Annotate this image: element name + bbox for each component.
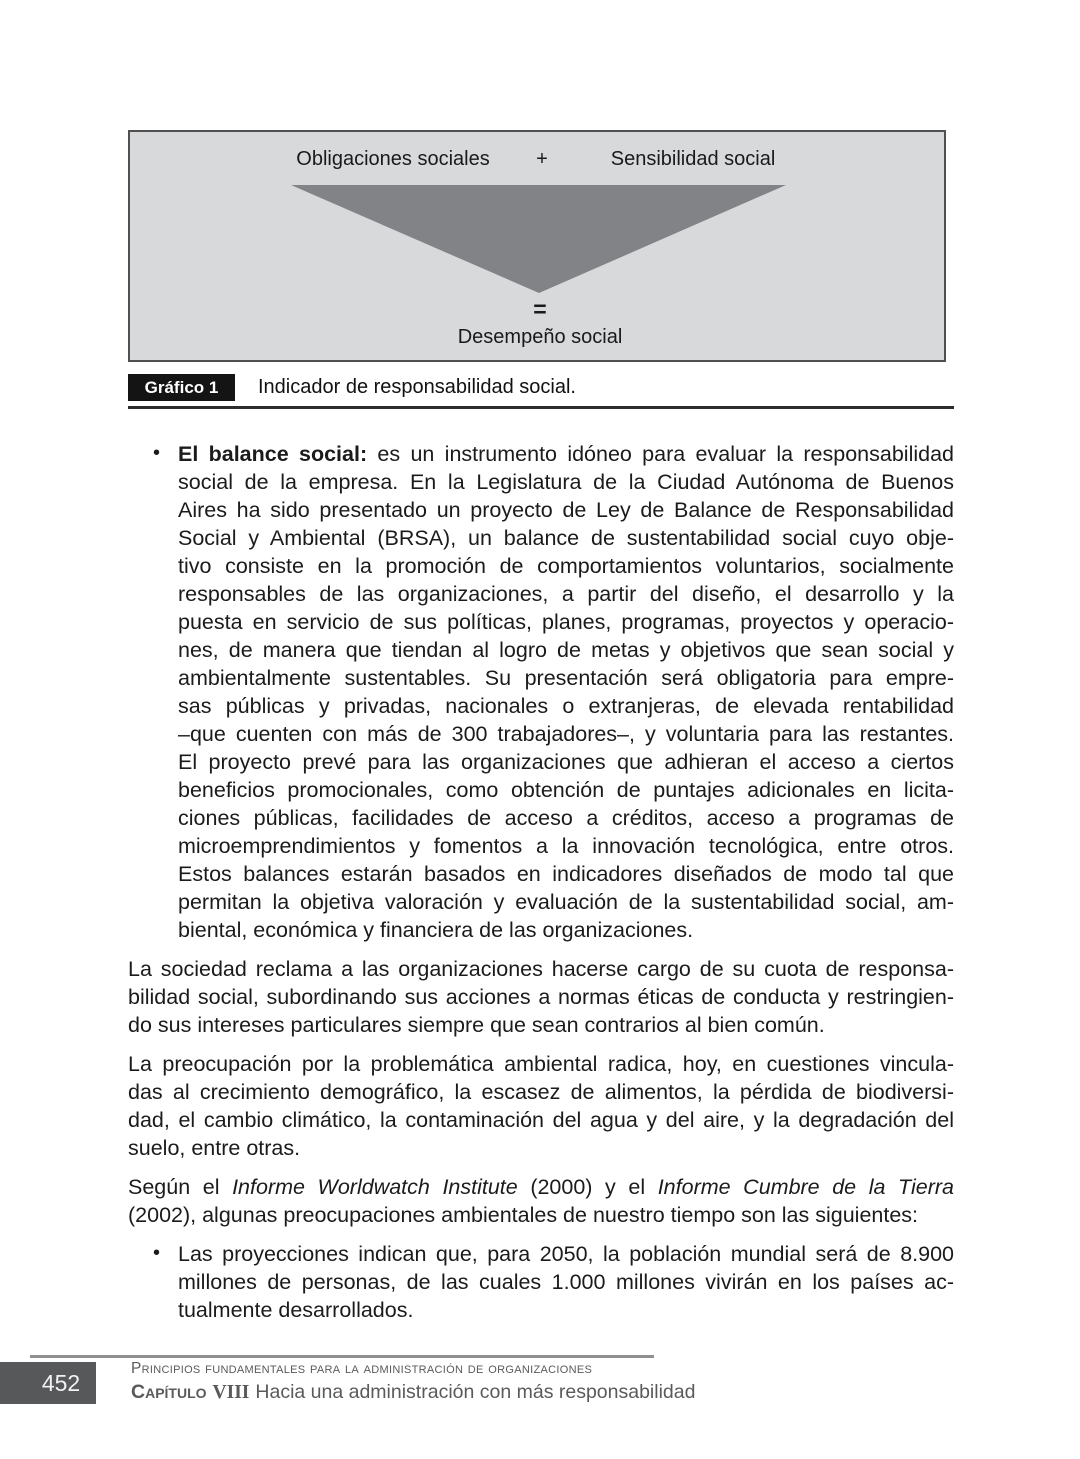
page-number: 452: [41, 1369, 81, 1396]
text-line: Aires ha sido presentado un proyecto de Ley de Balance de Responsabilidad: [178, 498, 954, 522]
footer-series-title: Principios fundamentales para la administración de organizaciones: [131, 1360, 593, 1377]
text-line: do sus intereses particulares siempre que sean contrarios al bien común.: [128, 1013, 825, 1037]
text-line: (2002), algunas preocupaciones ambientales de nuestro tiempo son las siguientes:: [128, 1203, 919, 1227]
text-line: nes, de manera que tiendan al logro de metas y objetivos que sean social y: [178, 638, 954, 662]
text-line: [128, 1173, 954, 1201]
bullet-marker: •: [153, 1242, 161, 1264]
text-line: millones de personas, de las cuales 1.000 millones vivirán en los países ac-: [178, 1270, 954, 1294]
text-line: El proyecto prevé para las organizaciones que adhieran el acceso a ciertos: [178, 750, 954, 774]
text-line: –que cuenten con más de 300 trabajadores–, y voluntaria para las restantes.: [178, 722, 954, 746]
text-line: La preocupación por la problemática ambiental radica, hoy, en cuestiones vincula-: [128, 1052, 954, 1076]
footer-text: [131, 1360, 695, 1404]
footer-divider: [30, 1355, 654, 1358]
diagram-label-obligaciones-sociales: Obligaciones sociales: [296, 148, 490, 170]
text-line: bilidad social, subordinando sus acciones a normas éticas de conducta y restringien-: [128, 985, 954, 1009]
paragraph: [128, 955, 954, 1039]
text-segment: es un instrumento idóneo para evaluar la responsabilidad: [367, 442, 954, 466]
text-line: das al crecimiento demográfico, la escasez de alimentos, la pérdida de biodiversi-: [128, 1080, 954, 1104]
text-line: permitan la objetiva valoración y evaluación de la sustentabilidad social, am-: [178, 890, 954, 914]
text-line: ambientalmente sustentables. Su presentación será obligatoria para empre-: [178, 666, 954, 690]
text-line: responsables de las organizaciones, a partir del diseño, el desarrollo y la: [178, 582, 954, 606]
text-line: microemprendimientos y fomentos a la innovación tecnológica, entre otros.: [178, 834, 954, 858]
diagram-label-sensibilidad-social: Sensibilidad social: [610, 148, 776, 170]
text-line: tivo consiste en la promoción de comportamientos voluntarios, socialmente: [178, 554, 954, 578]
social-performance-diagram: [128, 130, 946, 362]
text-line: dad, el cambio climático, la contaminación del agua y del aire, y la degradación del: [128, 1108, 954, 1132]
text-line: sas públicas y privadas, nacionales o extranjeras, de elevada rentabilidad: [178, 694, 954, 718]
text-segment: El balance social:: [178, 442, 368, 466]
figure-caption-row: [128, 374, 954, 401]
text-line: Las proyecciones indican que, para 2050, la población mundial será de 8.900: [178, 1242, 954, 1266]
text-line: biental, económica y financiera de las organizaciones.: [178, 918, 694, 942]
bullet-paragraph: [128, 440, 954, 944]
text-line: puesta en servicio de sus políticas, planes, programas, proyectos y operacio-: [178, 610, 954, 634]
footer-chapter-title: Hacia una administración con más responsabilidad: [255, 1381, 696, 1403]
text-line: Estos balances estarán basados en indicadores diseñados de modo tal que: [178, 862, 954, 886]
caption-divider: [128, 406, 954, 409]
text-line: La sociedad reclama a las organizaciones hacerse cargo de su cuota de responsa-: [128, 957, 954, 981]
body-content: [128, 440, 954, 1324]
diagram-plus-sign: +: [536, 148, 548, 170]
diagram-equals-sign: =: [533, 296, 547, 322]
paragraph: [128, 1050, 954, 1162]
figure-badge: Gráfico 1: [128, 374, 235, 401]
paragraph: [128, 1173, 954, 1229]
text-line: social de la empresa. En la Legislatura de la Ciudad Autónoma de Buenos: [178, 470, 954, 494]
footer-chapter-line: [131, 1381, 695, 1404]
text-segment: Informe Cumbre de la Tierra: [657, 1175, 954, 1199]
figure-caption-text: Indicador de responsabilidad social.: [258, 376, 576, 398]
page-number-badge: [0, 1362, 96, 1404]
diagram-label-desempeno-social: Desempeño social: [457, 326, 623, 348]
footer-chapter-number: VIII: [212, 1382, 250, 1403]
bullet-paragraph: [128, 1240, 954, 1324]
text-line: ciones públicas, facilidades de acceso a créditos, acceso a programas de: [178, 806, 954, 830]
text-segment: Según el: [128, 1175, 233, 1199]
text-segment: (2000) y el: [517, 1175, 658, 1199]
text-line: [178, 440, 954, 468]
text-line: beneficios promocionales, como obtención de puntajes adicionales en licita-: [178, 778, 954, 802]
text-segment: Informe Worldwatch Institute: [232, 1175, 518, 1199]
triangle-icon: [291, 185, 786, 293]
footer-chapter-label: Capítulo: [131, 1381, 207, 1403]
text-line: suelo, entre otras.: [128, 1136, 301, 1160]
text-line: Social y Ambiental (BRSA), un balance de sustentabilidad social cuyo obje-: [178, 526, 954, 550]
text-line: tualmente desarrollados.: [178, 1298, 414, 1322]
bullet-marker: •: [153, 442, 161, 464]
